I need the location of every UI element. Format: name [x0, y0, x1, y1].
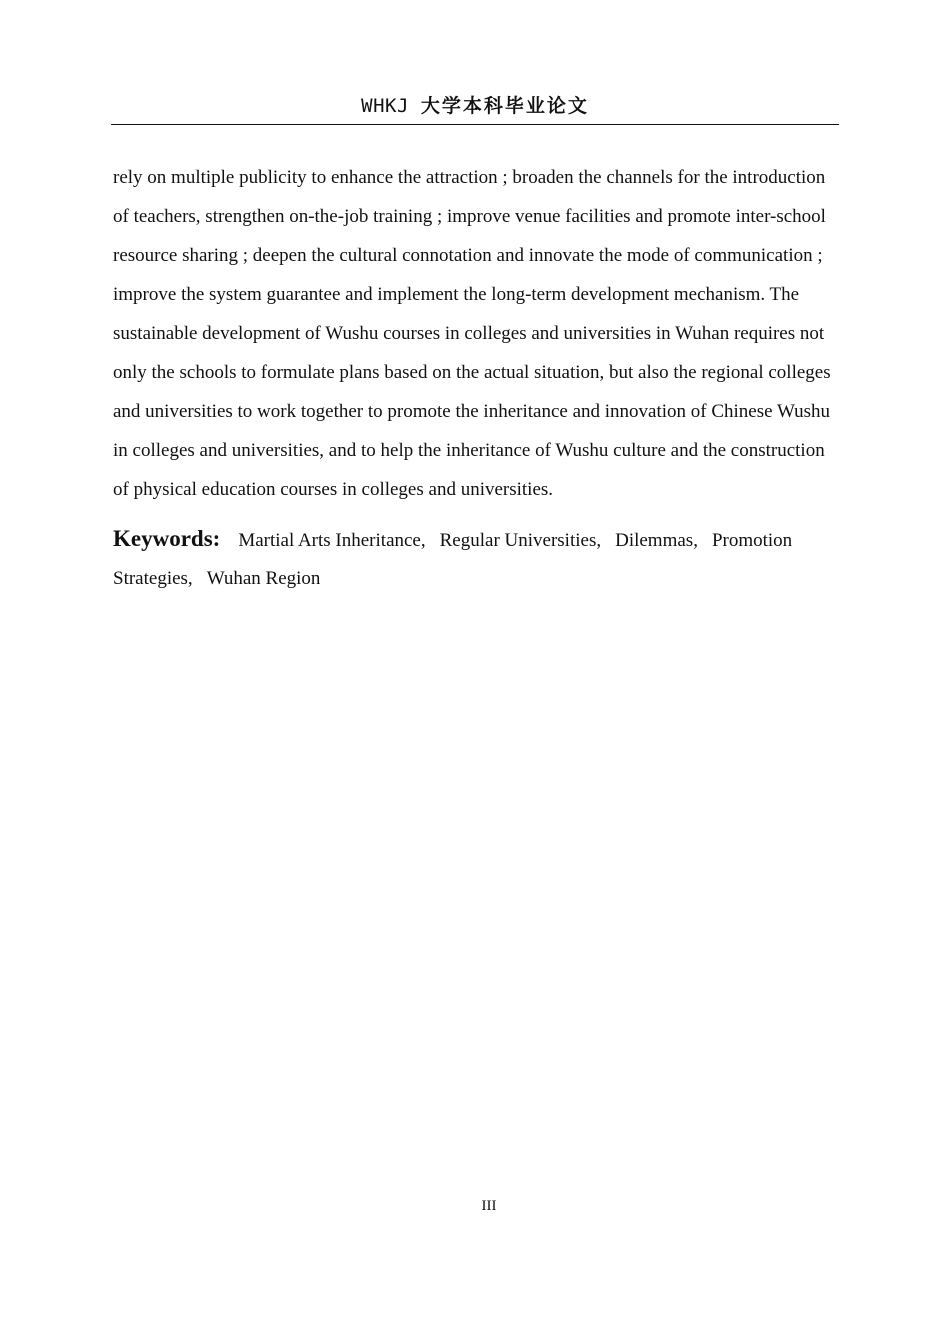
abstract-paragraph — [113, 158, 839, 509]
keyword-item: Regular Universities, — [439, 530, 602, 551]
header-latin: WHKJ — [361, 95, 409, 117]
keyword-item: Promotion Strategies, — [113, 530, 793, 589]
abstract-line: resource sharing ; deepen the cultural connotation and innovate the mode of communication ; — [113, 245, 823, 266]
keywords-label: Keywords: — [113, 526, 221, 551]
abstract-line: of physical education courses in colleges and universities. — [113, 479, 554, 500]
running-header — [111, 92, 839, 125]
abstract-line: only the schools to formulate plans based on the actual situation, but also the regional colleges — [113, 362, 831, 383]
abstract-line: of teachers, strengthen on-the-job training ; improve venue facilities and promote inter-school — [113, 206, 826, 227]
abstract-line: rely on multiple publicity to enhance the attraction ; broaden the channels for the introduction — [113, 167, 826, 188]
keyword-item: Wuhan Region — [206, 568, 321, 589]
page-number: III — [481, 1198, 497, 1214]
keywords-block — [113, 520, 839, 598]
abstract-line: and universities to work together to promote the inheritance and innovation of Chinese Wushu — [113, 401, 831, 422]
keyword-item: Dilemmas, — [615, 530, 698, 551]
keyword-item: Martial Arts Inheritance, — [238, 530, 426, 551]
abstract-line: improve the system guarantee and implement the long-term development mechanism. The — [113, 284, 800, 305]
abstract-line: sustainable development of Wushu courses in colleges and universities in Wuhan requires not — [113, 323, 825, 344]
abstract-line: in colleges and universities, and to help the inheritance of Wushu culture and the construction — [113, 440, 825, 461]
header-title — [361, 95, 589, 117]
header-chinese: 大学本科毕业论文 — [420, 95, 589, 117]
